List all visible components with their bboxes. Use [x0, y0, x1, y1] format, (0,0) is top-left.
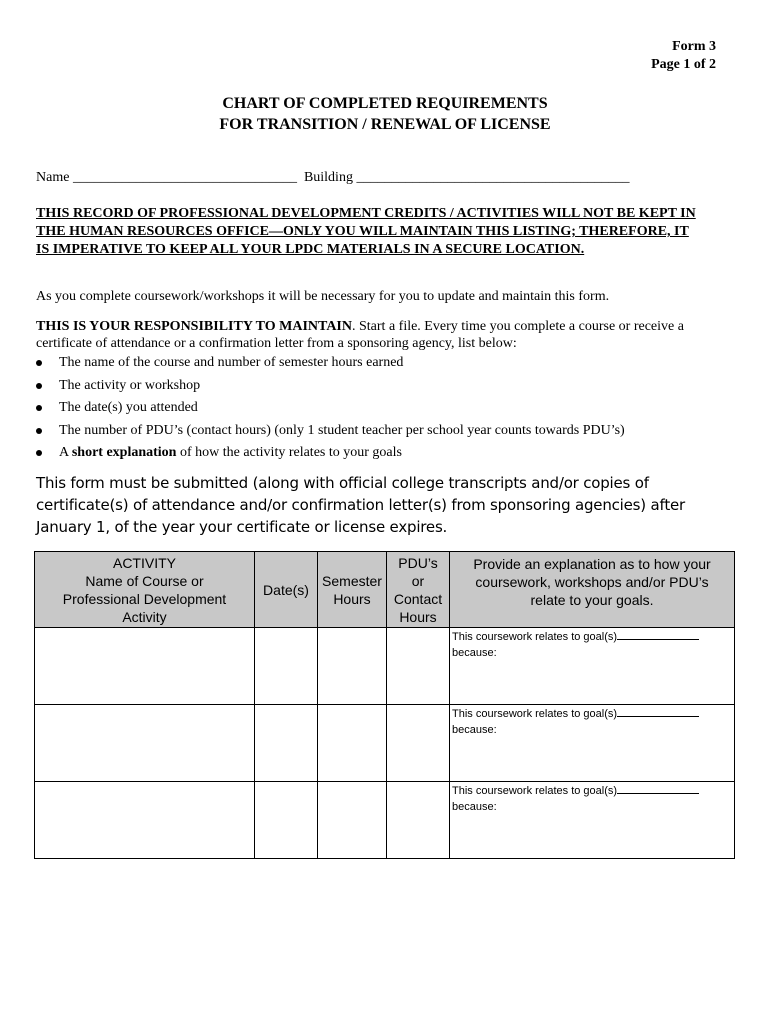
- activity-cell[interactable]: [35, 782, 255, 859]
- goal-blank[interactable]: [617, 629, 699, 640]
- building-label: Building: [303, 170, 353, 185]
- pdu-hours-cell[interactable]: [387, 705, 450, 782]
- pdu-hours-cell[interactable]: [387, 628, 450, 705]
- page-number: Page 1 of 2: [651, 57, 716, 72]
- semester-hours-cell[interactable]: [318, 628, 387, 705]
- header-pdu-hours: PDU’s or Contact Hours: [387, 552, 450, 628]
- responsibility-rest: . Start a file. Every time you complete a course or receive a certificate of attendance or a confirmation letter from a sponsoring agency, list below:: [36, 319, 684, 351]
- explanation-cell[interactable]: This coursework relates to goal(s) because:: [450, 705, 735, 782]
- title-line-1: CHART OF COMPLETED REQUIREMENTS: [222, 95, 548, 112]
- form-identifier: [651, 38, 716, 74]
- form-number: Form 3: [672, 39, 716, 54]
- table-row: [35, 628, 735, 705]
- responsibility-paragraph: [36, 318, 726, 352]
- bullet-icon: [36, 428, 42, 434]
- requirements-table: [34, 551, 735, 859]
- bullet-icon: [36, 405, 42, 411]
- warning-text: THIS RECORD OF PROFESSIONAL DEVELOPMENT CREDITS / ACTIVITIES WILL NOT BE KEPT IN THE HUMAN RESOURCES OFFICE—ONLY YOU WILL MAINTAIN THIS LISTING; THEREFORE, IT IS IMPERATIVE TO KEEP ALL YOUR LPDC MATERIALS IN A SECURE LOCATION.: [36, 206, 696, 257]
- responsibility-bold: THIS IS YOUR RESPONSIBILITY TO MAINTAIN: [36, 319, 352, 334]
- list-item: A short explanation of how the activity relates to your goals: [36, 444, 736, 462]
- header-activity: ACTIVITY Name of Course or Professional Development Activity: [35, 552, 255, 628]
- header-dates: Date(s): [255, 552, 318, 628]
- table-row: [35, 782, 735, 859]
- header-explanation: Provide an explanation as to how your coursework, workshops and/or PDU’s relate to your goals.: [450, 552, 735, 628]
- bullet-icon: [36, 360, 42, 366]
- bullet-icon: [36, 450, 42, 456]
- semester-hours-cell[interactable]: [318, 782, 387, 859]
- dates-cell[interactable]: [255, 705, 318, 782]
- goal-blank[interactable]: [617, 783, 699, 794]
- semester-hours-cell[interactable]: [318, 705, 387, 782]
- activity-cell[interactable]: [35, 628, 255, 705]
- list-item: The date(s) you attended: [36, 399, 736, 417]
- activity-cell[interactable]: [35, 705, 255, 782]
- table-row: [35, 705, 735, 782]
- list-item: The number of PDU’s (contact hours) (only 1 student teacher per school year counts towards PDU’s): [36, 422, 736, 440]
- title-line-2: FOR TRANSITION / RENEWAL OF LICENSE: [219, 116, 551, 133]
- explanation-cell[interactable]: This coursework relates to goal(s) because:: [450, 628, 735, 705]
- list-item: The name of the course and number of semester hours earned: [36, 354, 736, 372]
- bullet-icon: [36, 383, 42, 389]
- name-building-line: [36, 170, 629, 186]
- goal-blank[interactable]: [617, 706, 699, 717]
- instruction-paragraph: As you complete coursework/workshops it will be necessary for you to update and maintain this form.: [36, 289, 610, 304]
- building-field[interactable]: _______________________________________: [356, 170, 630, 185]
- name-label: Name: [36, 170, 70, 185]
- list-item: The activity or workshop: [36, 377, 736, 395]
- submission-notice: This form must be submitted (along with official college transcripts and/or copies of certificate(s) of attendance and/or confirmation letter(s) from sponsoring agencies) after January 1, of the year your certificate or license expires.: [36, 474, 686, 536]
- requirements-list: [36, 354, 736, 467]
- pdu-hours-cell[interactable]: [387, 782, 450, 859]
- dates-cell[interactable]: [255, 782, 318, 859]
- name-field[interactable]: ________________________________: [72, 170, 297, 185]
- document-title: [0, 93, 770, 135]
- dates-cell[interactable]: [255, 628, 318, 705]
- header-semester-hours: Semester Hours: [318, 552, 387, 628]
- explanation-cell[interactable]: This coursework relates to goal(s) because:: [450, 782, 735, 859]
- table-header-row: [35, 552, 735, 628]
